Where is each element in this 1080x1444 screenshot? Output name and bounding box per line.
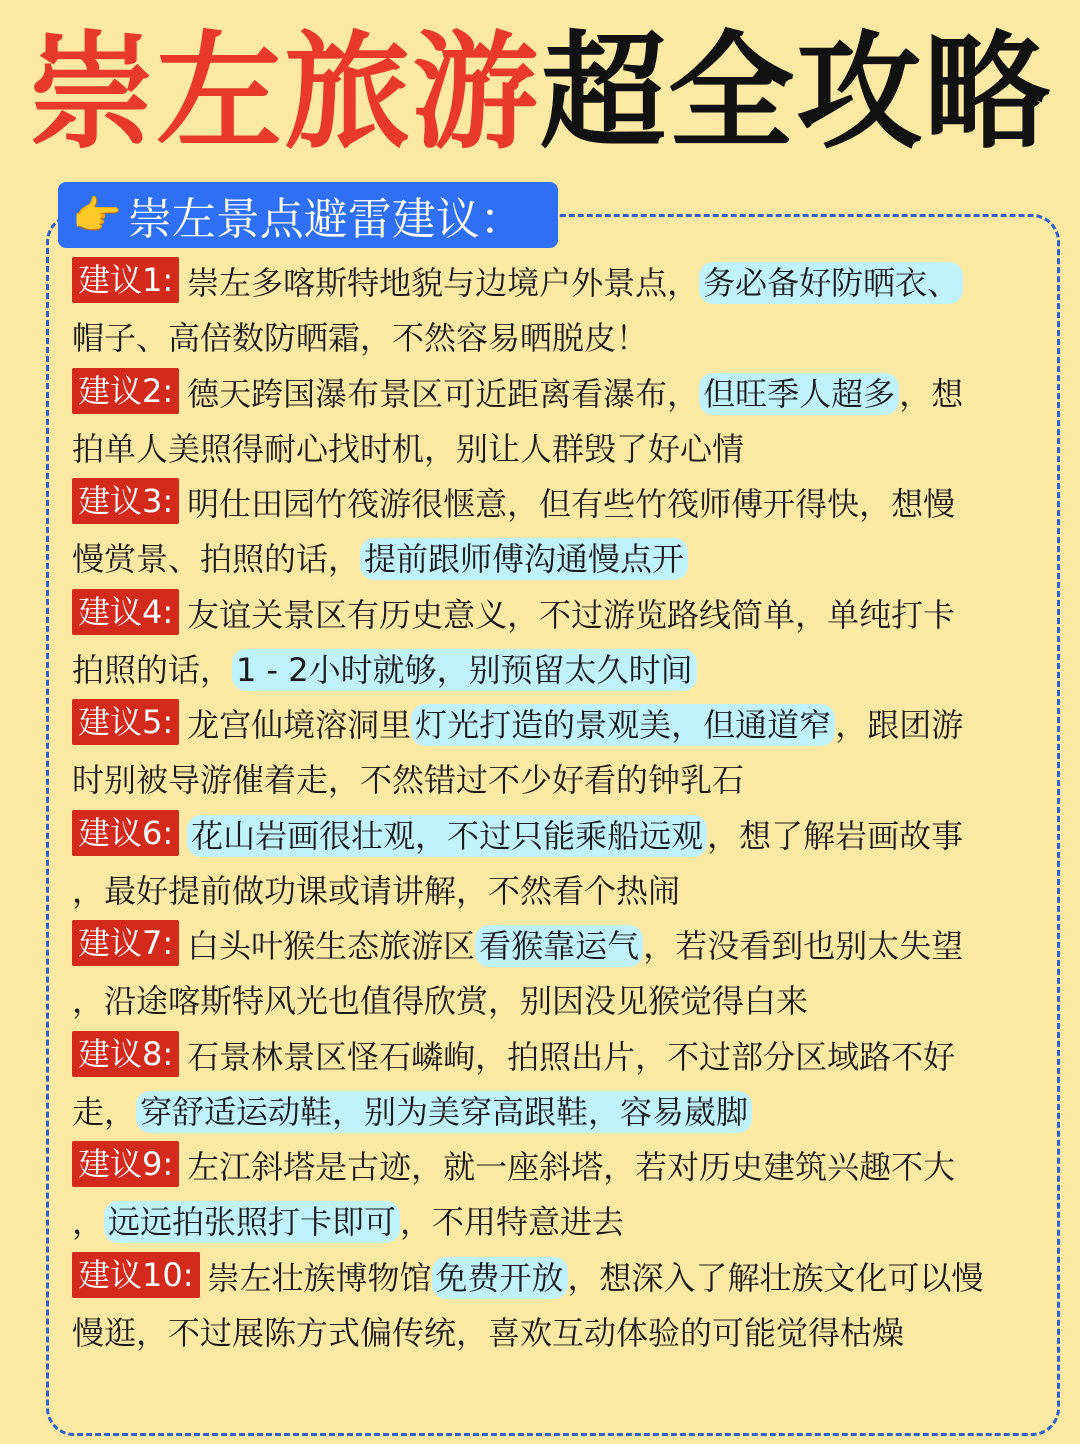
tip-text: ，	[72, 1203, 105, 1241]
tip-text: 走，	[72, 1092, 137, 1131]
tip-line-1	[72, 256, 1032, 311]
tip-tag: 建议7:	[72, 920, 179, 966]
tip-highlight: 灯光打造的景观美，但通道窄	[411, 704, 835, 746]
tip-text: 慢逛，不过展陈方式偏传统，喜欢互动体验的可能觉得枯燥	[72, 1313, 905, 1352]
tip-text: 时别被导游催着走，不然错过不少好看的钟乳石	[72, 761, 745, 799]
tip-line-2	[72, 422, 1032, 477]
tip-line-2	[72, 532, 1032, 587]
tip-tag: 建议1:	[72, 257, 179, 303]
tip-text: 德天跨国瀑布景区可近距离看瀑布，	[187, 374, 700, 413]
tip-highlight: 但旺季人超多	[699, 373, 899, 415]
tip-text: 龙宫仙境溶洞里	[187, 706, 412, 744]
tip-text: 石景林景区怪石嶙峋，拍照出片，不过部分区域路不好	[187, 1037, 956, 1076]
tip-line-2	[72, 1085, 1032, 1140]
tip-line-2	[72, 864, 1032, 919]
tip-line-2	[72, 1306, 1032, 1361]
tip-text: 白头叶猴生态旅游区	[187, 927, 476, 965]
tip-highlight: 免费开放	[432, 1257, 568, 1299]
tip-line-1	[72, 1030, 1032, 1085]
tip-tag: 建议4:	[72, 589, 179, 635]
tip-text: ，跟团游	[835, 706, 964, 744]
tip-line-2	[72, 753, 1032, 808]
page-title	[0, 18, 1080, 168]
tip-item	[72, 367, 1032, 477]
tip-tag: 建议3:	[72, 478, 179, 524]
tip-line-1	[72, 919, 1032, 974]
tip-highlight: 务必备好防晒衣、	[699, 262, 963, 304]
tip-text: ，最好提前做功课或请讲解，不然看个热闹	[72, 871, 681, 910]
tip-text: 左江斜塔是古迹，就一座斜塔，若对历史建筑兴趣不大	[187, 1148, 956, 1186]
tip-highlight: 看猴靠运气	[475, 925, 643, 967]
tip-tag: 建议10:	[72, 1252, 200, 1298]
tip-line-2	[72, 643, 1032, 698]
tip-item	[72, 1140, 1032, 1250]
tip-item	[72, 477, 1032, 587]
tip-item	[72, 698, 1032, 808]
tip-text: ，想深入了解壮族文化可以慢	[567, 1258, 984, 1297]
tip-tag: 建议9:	[72, 1141, 179, 1187]
tip-line-1	[72, 477, 1032, 532]
tip-highlight: 远远拍张照打卡即可	[104, 1201, 400, 1243]
tip-line-2	[72, 311, 1032, 366]
tip-line-1	[72, 1251, 1032, 1306]
tip-text: ，想	[899, 374, 964, 413]
tip-text: 明仕田园竹筏游很惬意，但有些竹筏师傅开得快，想慢	[187, 485, 956, 523]
tip-item	[72, 1030, 1032, 1140]
tip-text: 拍单人美照得耐心找时机，别让人群毁了好心情	[72, 429, 745, 468]
tip-highlight: 1 - 2小时就够，别预留太久时间	[232, 649, 697, 691]
tip-tag: 建议2:	[72, 368, 179, 414]
tip-item	[72, 1251, 1032, 1361]
tip-highlight: 穿舒适运动鞋，别为美穿高跟鞋，容易崴脚	[136, 1091, 752, 1133]
tip-text: 帽子、高倍数防晒霜，不然容易晒脱皮！	[72, 319, 649, 357]
tip-tag: 建议5:	[72, 699, 179, 745]
tip-item	[72, 256, 1032, 366]
tip-highlight: 花山岩画很壮观，不过只能乘船远观	[187, 815, 707, 857]
title-red-part: 崇左旅游	[28, 19, 540, 166]
tip-line-2	[72, 1195, 1032, 1250]
tip-text: 崇左壮族博物馆	[207, 1258, 432, 1297]
tip-line-1	[72, 367, 1032, 422]
tip-line-2	[72, 974, 1032, 1029]
tip-text: 友谊关景区有历史意义，不过游览路线简单，单纯打卡	[187, 595, 956, 634]
tip-item	[72, 919, 1032, 1029]
title-black-part: 超全攻略	[540, 19, 1052, 166]
tip-tag: 建议8:	[72, 1031, 179, 1077]
tip-text: ，想了解岩画故事	[707, 816, 964, 855]
tip-item	[72, 809, 1032, 919]
tip-text: ，若没看到也别太失望	[643, 927, 964, 965]
tip-text: 拍照的话，	[72, 650, 233, 689]
tip-line-1	[72, 588, 1032, 643]
tip-line-1	[72, 698, 1032, 753]
tip-text: 慢赏景、拍照的话，	[72, 540, 361, 578]
section-tab-label: 崇左景点避雷建议：	[127, 194, 524, 245]
pointing-hand-icon: 👉	[72, 192, 122, 239]
tip-text: 崇左多喀斯特地貌与边境户外景点，	[187, 264, 700, 302]
tip-text: ，不用特意进去	[400, 1203, 625, 1241]
tip-tag: 建议6:	[72, 810, 179, 856]
tip-item	[72, 588, 1032, 698]
section-tab	[58, 182, 558, 248]
tip-highlight: 提前跟师傅沟通慢点开	[360, 538, 688, 580]
tip-line-1	[72, 1140, 1032, 1195]
tip-line-1	[72, 809, 1032, 864]
tip-text: ，沿途喀斯特风光也值得欣赏，别因没见猴觉得白来	[72, 982, 809, 1020]
